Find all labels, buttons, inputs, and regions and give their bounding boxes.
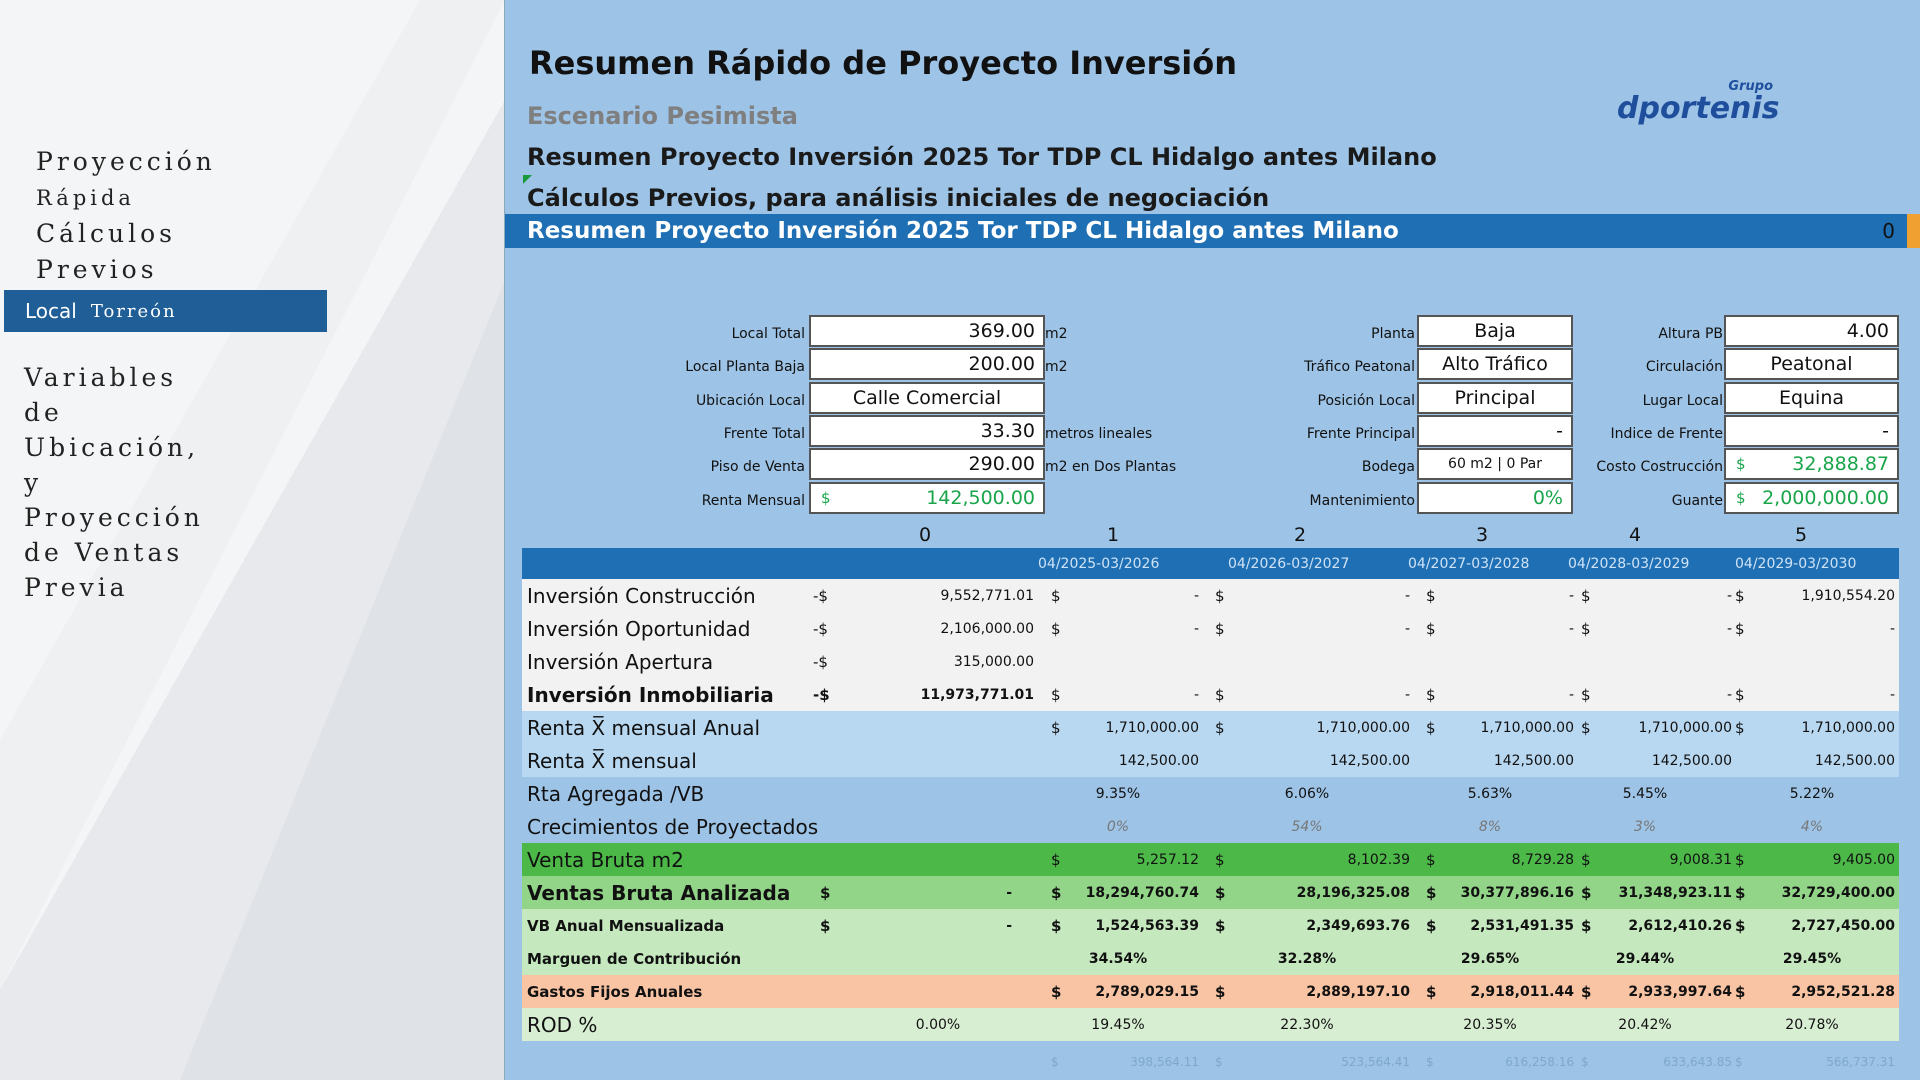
value-cell: 3% — [1633, 818, 1657, 835]
value-cell: - — [1568, 620, 1574, 637]
value-cell: 29.44% — [1615, 950, 1675, 967]
currency-cell: $ — [1215, 850, 1225, 869]
value-cell: - — [1193, 620, 1199, 637]
projection-table — [522, 548, 1899, 1075]
param-label: Tráfico Peatonal — [1304, 359, 1415, 375]
row-label: Ventas Bruta Analizada — [527, 880, 791, 905]
vars-line: de — [24, 398, 63, 427]
left-panel — [0, 0, 505, 1080]
variables-section — [24, 360, 204, 605]
value-cell: 315,000.00 — [953, 653, 1034, 670]
value-cell: 18,294,760.74 — [1085, 884, 1199, 901]
row-label: Gastos Fijos Anuales — [527, 982, 703, 1001]
summary-bar-title: Resumen Proyecto Inversión 2025 Tor TDP CL Hidalgo antes Milano — [527, 218, 1399, 244]
value-cell: 31,348,923.11 — [1618, 884, 1732, 901]
table-row — [522, 909, 1899, 942]
row-label: Inversión Construcción — [527, 583, 756, 608]
value-cell: 29.45% — [1782, 950, 1842, 967]
currency-cell: -$ — [813, 652, 828, 671]
value-cell: - — [1006, 917, 1012, 934]
currency-cell: $ — [1426, 916, 1437, 935]
summary-bar-value: 0 — [1882, 219, 1895, 243]
param-label: Costo Costrucción — [1596, 459, 1723, 475]
row-label: VB Anual Mensualizada — [527, 916, 725, 935]
value-cell: 32.28% — [1277, 950, 1337, 967]
currency-cell: $ — [1581, 982, 1592, 1001]
currency-cell: $ — [1735, 883, 1746, 902]
year-index: 4 — [1628, 524, 1642, 546]
row-label: Rta Agregada /VB — [527, 781, 705, 806]
year-index: 1 — [1106, 524, 1120, 546]
guante-field[interactable] — [1724, 482, 1899, 514]
title-line: Proyección — [36, 147, 216, 176]
value-cell: 398,564.11 — [1130, 1055, 1199, 1069]
param-label: Local Total — [731, 326, 805, 342]
value-cell: 566,737.31 — [1826, 1055, 1895, 1069]
currency-cell: $ — [1735, 916, 1746, 935]
table-row — [522, 711, 1899, 744]
currency-cell: $ — [1735, 619, 1745, 638]
param-unit: m2 en Dos Plantas — [1045, 459, 1177, 475]
vars-line: Ubicación, — [24, 433, 200, 462]
param-unit: m2 — [1045, 326, 1068, 342]
currency-cell: $ — [1051, 685, 1061, 704]
value-cell: 142,500.00 — [1118, 752, 1199, 769]
row-label: Renta X̅ mensual Anual — [527, 715, 761, 740]
value-cell: 2,918,011.44 — [1470, 983, 1574, 1000]
param-label: Renta Mensual — [701, 493, 805, 509]
vars-line: Proyección — [24, 503, 204, 532]
dportenis-logo — [1613, 76, 1813, 126]
piso-venta-field[interactable]: 290.00 — [809, 448, 1045, 480]
param-label: Circulación — [1645, 359, 1723, 375]
currency-cell: $ — [1051, 883, 1062, 902]
currency-cell: $ — [1426, 685, 1436, 704]
costo-field[interactable] — [1724, 448, 1899, 480]
value-cell: 5.63% — [1467, 785, 1513, 802]
value-cell: - — [1889, 686, 1895, 703]
local-selector[interactable] — [4, 290, 327, 332]
value-cell: - — [1726, 587, 1732, 604]
param-label: Guante — [1671, 493, 1723, 509]
table-row — [522, 975, 1899, 1008]
currency-cell: $ — [1051, 718, 1061, 737]
value-cell: 2,349,693.76 — [1306, 917, 1410, 934]
year-index: 0 — [918, 524, 932, 546]
currency-cell: $ — [1581, 685, 1591, 704]
planta-field[interactable]: Baja — [1417, 315, 1573, 347]
currency-cell: $ — [1051, 916, 1062, 935]
value-cell: 9.35% — [1095, 785, 1141, 802]
currency-cell: -$ — [813, 586, 828, 605]
currency-symbol: $ — [821, 489, 831, 507]
param-label: Piso de Venta — [710, 459, 805, 475]
trafico-field[interactable]: Alto Tráfico — [1417, 348, 1573, 380]
currency-cell: $ — [1215, 982, 1226, 1001]
currency-cell: $ — [1426, 982, 1437, 1001]
row-label: Marguen de Contribución — [527, 949, 742, 968]
period-header: 04/2027-03/2028 — [1408, 555, 1530, 572]
value-cell: 1,710,000.00 — [1480, 719, 1574, 736]
vars-line: y — [24, 468, 43, 497]
currency-symbol: $ — [1736, 489, 1746, 507]
param-label: Altura PB — [1658, 326, 1723, 342]
value-cell: 142,500.00 — [1814, 752, 1895, 769]
period-header: 04/2026-03/2027 — [1228, 555, 1350, 572]
period-header: 04/2025-03/2026 — [1038, 555, 1160, 572]
title-line: Previos — [36, 255, 158, 284]
period-header: 04/2029-03/2030 — [1735, 555, 1857, 572]
table-row — [522, 942, 1899, 975]
currency-cell: $ — [1051, 619, 1061, 638]
mantenimiento-field[interactable]: 0% — [1417, 482, 1573, 514]
currency-cell: $ — [1051, 1055, 1059, 1069]
value-cell: 20.42% — [1618, 1016, 1672, 1033]
value-cell: 9,008.31 — [1669, 851, 1732, 868]
currency-cell: $ — [1051, 982, 1062, 1001]
value-cell: 8,729.28 — [1511, 851, 1574, 868]
renta-mensual-value: 142,500.00 — [926, 487, 1035, 509]
value-cell: 2,612,410.26 — [1628, 917, 1732, 934]
value-cell: - — [1404, 587, 1410, 604]
param-label: Mantenimiento — [1309, 493, 1415, 509]
value-cell: 34.54% — [1088, 950, 1148, 967]
value-cell: 20.78% — [1785, 1016, 1839, 1033]
value-cell: 54% — [1291, 818, 1323, 835]
currency-cell: $ — [1426, 586, 1436, 605]
value-cell: 2,789,029.15 — [1095, 983, 1199, 1000]
value-cell: 30,377,896.16 — [1460, 884, 1574, 901]
value-cell: 1,710,000.00 — [1801, 719, 1895, 736]
value-cell: - — [1889, 620, 1895, 637]
value-cell: - — [1193, 686, 1199, 703]
param-label: Frente Total — [723, 426, 805, 442]
guante-value: 2,000,000.00 — [1762, 487, 1889, 509]
page-title: Resumen Rápido de Proyecto Inversión — [529, 44, 1238, 82]
vars-line: Previa — [24, 573, 129, 602]
currency-cell: $ — [1581, 718, 1591, 737]
row-label: Inversión Oportunidad — [527, 616, 751, 641]
value-cell: - — [1568, 587, 1574, 604]
value-cell: 32,729,400.00 — [1781, 884, 1895, 901]
table-header-row — [522, 548, 1899, 579]
year-index: 3 — [1475, 524, 1489, 546]
param-unit: m2 — [1045, 359, 1068, 375]
currency-cell: $ — [1581, 586, 1591, 605]
indice-field[interactable]: - — [1724, 415, 1899, 447]
value-cell: 1,710,000.00 — [1316, 719, 1410, 736]
lugar-field[interactable]: Equina — [1724, 382, 1899, 414]
currency-symbol: $ — [1736, 455, 1746, 473]
currency-cell: $ — [820, 883, 831, 902]
value-cell: - — [1726, 620, 1732, 637]
period-header: 04/2028-03/2029 — [1568, 555, 1690, 572]
row-label: Inversión Apertura — [527, 649, 714, 674]
currency-cell: $ — [1426, 883, 1437, 902]
currency-cell: $ — [1215, 1055, 1223, 1069]
currency-cell: $ — [1426, 850, 1436, 869]
local-value: Torreón — [90, 300, 177, 322]
table-row — [522, 579, 1899, 612]
value-cell: - — [1568, 686, 1574, 703]
table-row — [522, 612, 1899, 645]
table-row — [522, 876, 1899, 909]
value-cell: 5,257.12 — [1136, 851, 1199, 868]
currency-cell: $ — [1215, 619, 1225, 638]
row-label: Venta Bruta m2 — [527, 847, 684, 872]
value-cell: 8,102.39 — [1347, 851, 1410, 868]
table-row — [522, 645, 1899, 678]
frente-total-field[interactable]: 33.30 — [809, 415, 1045, 447]
table-row — [522, 1049, 1899, 1075]
value-cell: 1,710,000.00 — [1638, 719, 1732, 736]
currency-cell: $ — [1581, 883, 1592, 902]
value-cell: 22.30% — [1280, 1016, 1334, 1033]
planta-baja-field[interactable]: 200.00 — [809, 348, 1045, 380]
value-cell: 2,889,197.10 — [1306, 983, 1410, 1000]
value-cell: 28,196,325.08 — [1296, 884, 1410, 901]
value-cell: 19.45% — [1091, 1016, 1145, 1033]
costo-value: 32,888.87 — [1792, 453, 1889, 475]
renta-mensual-field[interactable] — [809, 482, 1045, 514]
calc-subtitle: Cálculos Previos, para análisis iniciales de negociación — [527, 184, 1270, 212]
value-cell: 2,531,491.35 — [1470, 917, 1574, 934]
row-label: Inversión Inmobiliaria — [527, 682, 774, 707]
value-cell: 2,933,997.64 — [1628, 983, 1732, 1000]
value-cell: 11,973,771.01 — [920, 686, 1034, 703]
param-label: Local Planta Baja — [685, 359, 805, 375]
param-label: Bodega — [1361, 459, 1415, 475]
value-cell: 5.45% — [1622, 785, 1668, 802]
value-cell: 142,500.00 — [1493, 752, 1574, 769]
param-label: Indice de Frente — [1610, 426, 1723, 442]
currency-cell: $ — [1581, 916, 1592, 935]
param-unit: metros lineales — [1045, 426, 1153, 442]
row-label: Crecimientos de Proyectados — [527, 814, 819, 839]
year-index: 2 — [1293, 524, 1307, 546]
currency-cell: $ — [1051, 586, 1061, 605]
currency-cell: $ — [820, 916, 831, 935]
value-cell: 142,500.00 — [1651, 752, 1732, 769]
table-row — [522, 678, 1899, 711]
value-cell: - — [1404, 686, 1410, 703]
vars-line: Variables — [24, 363, 178, 392]
title-line: Cálculos — [36, 219, 177, 248]
currency-cell: $ — [1426, 619, 1436, 638]
table-row — [522, 810, 1899, 843]
circulacion-field[interactable]: Peatonal — [1724, 348, 1899, 380]
logo-main-text: dportenis — [1617, 91, 1780, 126]
currency-cell: $ — [1215, 586, 1225, 605]
vars-line: de Ventas — [24, 538, 184, 567]
value-cell: 1,710,000.00 — [1105, 719, 1199, 736]
currency-cell: $ — [1581, 619, 1591, 638]
frente-principal-field[interactable]: - — [1417, 415, 1573, 447]
value-cell: 2,952,521.28 — [1791, 983, 1895, 1000]
value-cell: 8% — [1478, 818, 1502, 835]
value-cell: - — [1726, 686, 1732, 703]
currency-cell: $ — [1735, 586, 1745, 605]
project-summary: Resumen Proyecto Inversión 2025 Tor TDP CL Hidalgo antes Milano — [527, 143, 1437, 171]
value-cell: 1,524,563.39 — [1095, 917, 1199, 934]
cell-comment-marker — [523, 175, 532, 184]
currency-cell: $ — [1215, 685, 1225, 704]
param-label: Posición Local — [1317, 393, 1415, 409]
value-cell: 0% — [1106, 818, 1130, 835]
local-total-field[interactable]: 369.00 — [809, 315, 1045, 347]
value-cell: 5.22% — [1789, 785, 1835, 802]
row-label: Renta X̅ mensual — [527, 748, 697, 773]
param-label: Lugar Local — [1642, 393, 1723, 409]
posicion-field[interactable]: Principal — [1417, 382, 1573, 414]
param-label: Frente Principal — [1306, 426, 1415, 442]
year-index: 5 — [1794, 524, 1808, 546]
param-label: Planta — [1371, 326, 1415, 342]
bodega-field[interactable]: 60 m2 | 0 Par — [1417, 448, 1573, 480]
altura-field[interactable]: 4.00 — [1724, 315, 1899, 347]
currency-cell: $ — [1581, 850, 1591, 869]
table-row — [522, 744, 1899, 777]
currency-cell: $ — [1735, 685, 1745, 704]
main-panel — [504, 0, 1920, 1080]
value-cell: 29.65% — [1460, 950, 1520, 967]
summary-bar — [505, 214, 1920, 248]
value-cell: - — [1193, 587, 1199, 604]
value-cell: 6.06% — [1284, 785, 1330, 802]
currency-cell: -$ — [813, 619, 828, 638]
param-label: Ubicación Local — [695, 393, 805, 409]
value-cell: 4% — [1800, 818, 1824, 835]
currency-cell: $ — [1426, 1055, 1434, 1069]
value-cell: 616,258.16 — [1505, 1055, 1574, 1069]
value-cell: 142,500.00 — [1329, 752, 1410, 769]
value-cell: 633,643.85 — [1663, 1055, 1732, 1069]
currency-cell: $ — [1581, 1055, 1589, 1069]
currency-cell: $ — [1426, 718, 1436, 737]
local-label: Local — [25, 299, 77, 323]
title-line: Rápida — [36, 186, 135, 210]
logo-top-text: Grupo — [1728, 79, 1773, 94]
currency-cell: -$ — [813, 685, 830, 704]
value-cell: - — [1006, 884, 1012, 901]
value-cell: 0.00% — [915, 1016, 961, 1033]
currency-cell: $ — [1735, 982, 1746, 1001]
value-cell: 523,564.41 — [1341, 1055, 1410, 1069]
value-cell: 1,910,554.20 — [1801, 587, 1895, 604]
value-cell: 9,405.00 — [1832, 851, 1895, 868]
currency-cell: $ — [1215, 718, 1225, 737]
currency-cell: $ — [1051, 850, 1061, 869]
currency-cell: $ — [1215, 916, 1226, 935]
scenario-label: Escenario Pesimista — [527, 102, 798, 130]
currency-cell: $ — [1215, 883, 1226, 902]
projection-title — [36, 144, 216, 288]
currency-cell: $ — [1735, 850, 1745, 869]
value-cell: 2,727,450.00 — [1791, 917, 1895, 934]
currency-cell: $ — [1735, 1055, 1743, 1069]
currency-cell: $ — [1735, 718, 1745, 737]
row-label: ROD % — [527, 1012, 598, 1037]
table-row — [522, 777, 1899, 810]
value-cell: 20.35% — [1463, 1016, 1517, 1033]
value-cell: - — [1404, 620, 1410, 637]
table-row — [522, 1008, 1899, 1041]
bar-accent — [1907, 214, 1920, 248]
table-row — [522, 843, 1899, 876]
ubicacion-field[interactable]: Calle Comercial — [809, 382, 1045, 414]
value-cell: 2,106,000.00 — [940, 620, 1034, 637]
value-cell: 9,552,771.01 — [940, 587, 1034, 604]
